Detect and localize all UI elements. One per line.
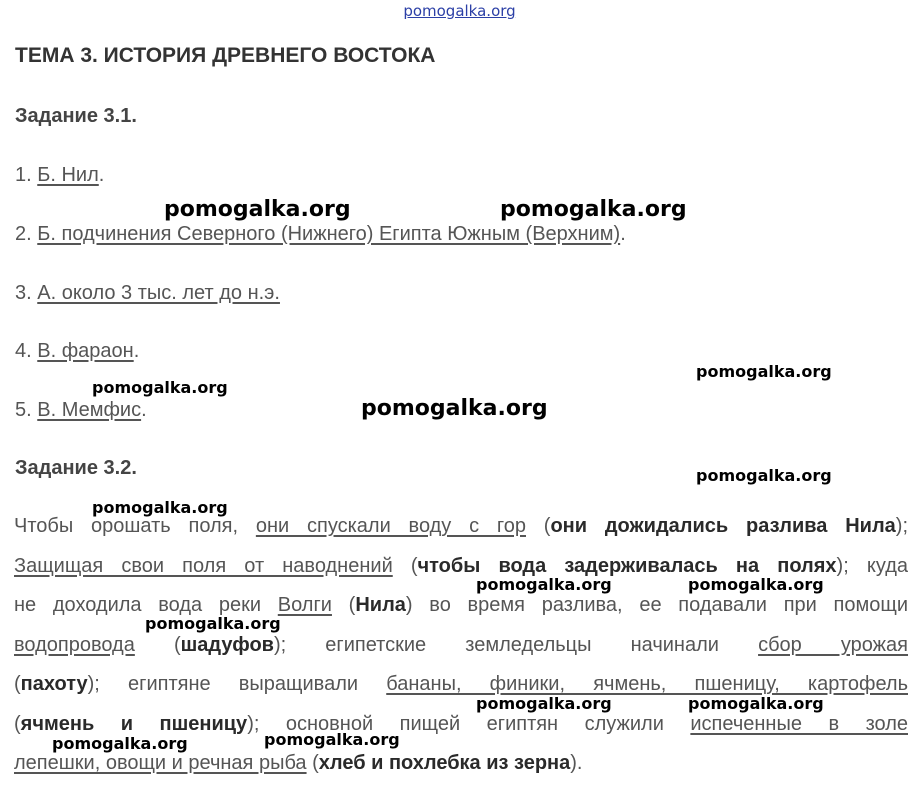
watermark-text: pomogalka.org bbox=[52, 734, 188, 753]
answer-text: В. Мемфис bbox=[37, 399, 142, 421]
paragraph-text: ); египетские земледельцы начинали bbox=[273, 634, 759, 656]
watermark-text: pomogalka.org bbox=[696, 362, 832, 381]
answer-underlined: Волги bbox=[277, 594, 332, 616]
watermark-text: pomogalka.org bbox=[688, 575, 824, 594]
paragraph-line bbox=[14, 673, 908, 696]
watermark-text: pomogalka.org bbox=[145, 614, 281, 633]
watermark-text: pomogalka.org bbox=[92, 498, 228, 517]
watermark-text: pomogalka.org bbox=[688, 694, 824, 713]
answer-number: 3. bbox=[15, 282, 38, 304]
paragraph-text: ( bbox=[14, 673, 21, 695]
answer-end: . bbox=[98, 164, 105, 186]
watermark-text: pomogalka.org bbox=[264, 730, 400, 749]
watermark-text: pomogalka.org bbox=[500, 197, 687, 222]
answer-correct: чтобы вода задерживалась на полях bbox=[417, 555, 837, 577]
answer-end: . bbox=[620, 223, 626, 245]
watermark-text: pomogalka.org bbox=[164, 197, 351, 222]
answer-text: Б. Нил bbox=[37, 164, 99, 186]
paragraph-text: не доходила вода реки bbox=[14, 594, 278, 616]
answer-underlined: испеченные в золе bbox=[690, 713, 908, 735]
paragraph-text: ( bbox=[14, 713, 21, 735]
answer-underlined: лепешки, овощи и речная рыба bbox=[14, 752, 307, 774]
answer-item-3 bbox=[15, 282, 280, 305]
watermark-text: pomogalka.org bbox=[696, 466, 832, 485]
answer-underlined: сбор урожая bbox=[758, 634, 909, 656]
paragraph-line bbox=[14, 752, 908, 775]
paragraph-text: ( bbox=[134, 634, 181, 656]
answer-correct: они дожидались разлива Нила bbox=[550, 515, 896, 537]
watermark-text: pomogalka.org bbox=[361, 396, 548, 421]
answer-text: А. около 3 тыс. лет до н.э. bbox=[37, 282, 280, 304]
answer-end: . bbox=[141, 399, 147, 421]
answer-underlined: они спускали воду с гор bbox=[255, 515, 526, 537]
answer-item-2 bbox=[15, 223, 626, 246]
answer-correct: ячмень и пшеницу bbox=[20, 713, 248, 735]
answer-item-1 bbox=[15, 164, 104, 187]
answer-item-4 bbox=[15, 340, 139, 363]
watermark-text: pomogalka.org bbox=[476, 575, 612, 594]
paragraph-text: ) во время разлива, ее подавали при помощи bbox=[405, 594, 909, 616]
paragraph-text: ( bbox=[331, 594, 356, 616]
paragraph-text: ( bbox=[306, 752, 319, 774]
top-watermark-link[interactable]: pomogalka.org bbox=[403, 2, 516, 20]
answer-underlined: Защищая свои поля от наводнений bbox=[14, 555, 393, 577]
answer-text: Б. подчинения Северного (Нижнего) Египта Южным (Верхним) bbox=[37, 223, 621, 245]
answer-correct: шадуфов bbox=[180, 634, 274, 656]
watermark-text: pomogalka.org bbox=[92, 378, 228, 397]
answer-correct: хлеб и похлебка из зерна bbox=[318, 752, 571, 774]
paragraph-text: ( bbox=[392, 555, 418, 577]
answer-correct: пахоту bbox=[20, 673, 88, 695]
answer-underlined: водопровода bbox=[14, 634, 135, 656]
paragraph-line bbox=[14, 515, 908, 538]
paragraph-text: ); куда bbox=[836, 555, 908, 577]
answer-number: 1. bbox=[15, 164, 38, 186]
watermark-text: pomogalka.org bbox=[476, 694, 612, 713]
paragraph-text: ); bbox=[895, 515, 909, 537]
answer-item-5 bbox=[15, 399, 147, 422]
paragraph-text: ). bbox=[570, 752, 583, 774]
paragraph-text: ( bbox=[526, 515, 551, 537]
answer-underlined: бананы, финики, ячмень, пшеницу, картофель bbox=[386, 673, 908, 695]
page-title: ТЕМА 3. ИСТОРИЯ ДРЕВНЕГО ВОСТОКА bbox=[15, 44, 436, 67]
answer-text: В. фараон bbox=[37, 340, 134, 362]
answer-end: . bbox=[133, 340, 140, 362]
paragraph-text: ); основной пищей египтян служили bbox=[247, 713, 691, 735]
paragraph-line bbox=[14, 634, 908, 657]
paragraph-line bbox=[14, 713, 908, 736]
answer-correct: Нила bbox=[355, 594, 406, 616]
task-3-2-heading: Задание 3.2. bbox=[15, 457, 137, 479]
answer-number: 4. bbox=[15, 340, 38, 362]
paragraph-text: ); египтяне выращивали bbox=[87, 673, 387, 695]
paragraph-text: Чтобы орошать поля, bbox=[14, 515, 256, 537]
task-3-1-heading: Задание 3.1. bbox=[15, 105, 137, 127]
answer-number: 2. bbox=[15, 223, 38, 245]
answer-number: 5. bbox=[15, 399, 38, 421]
